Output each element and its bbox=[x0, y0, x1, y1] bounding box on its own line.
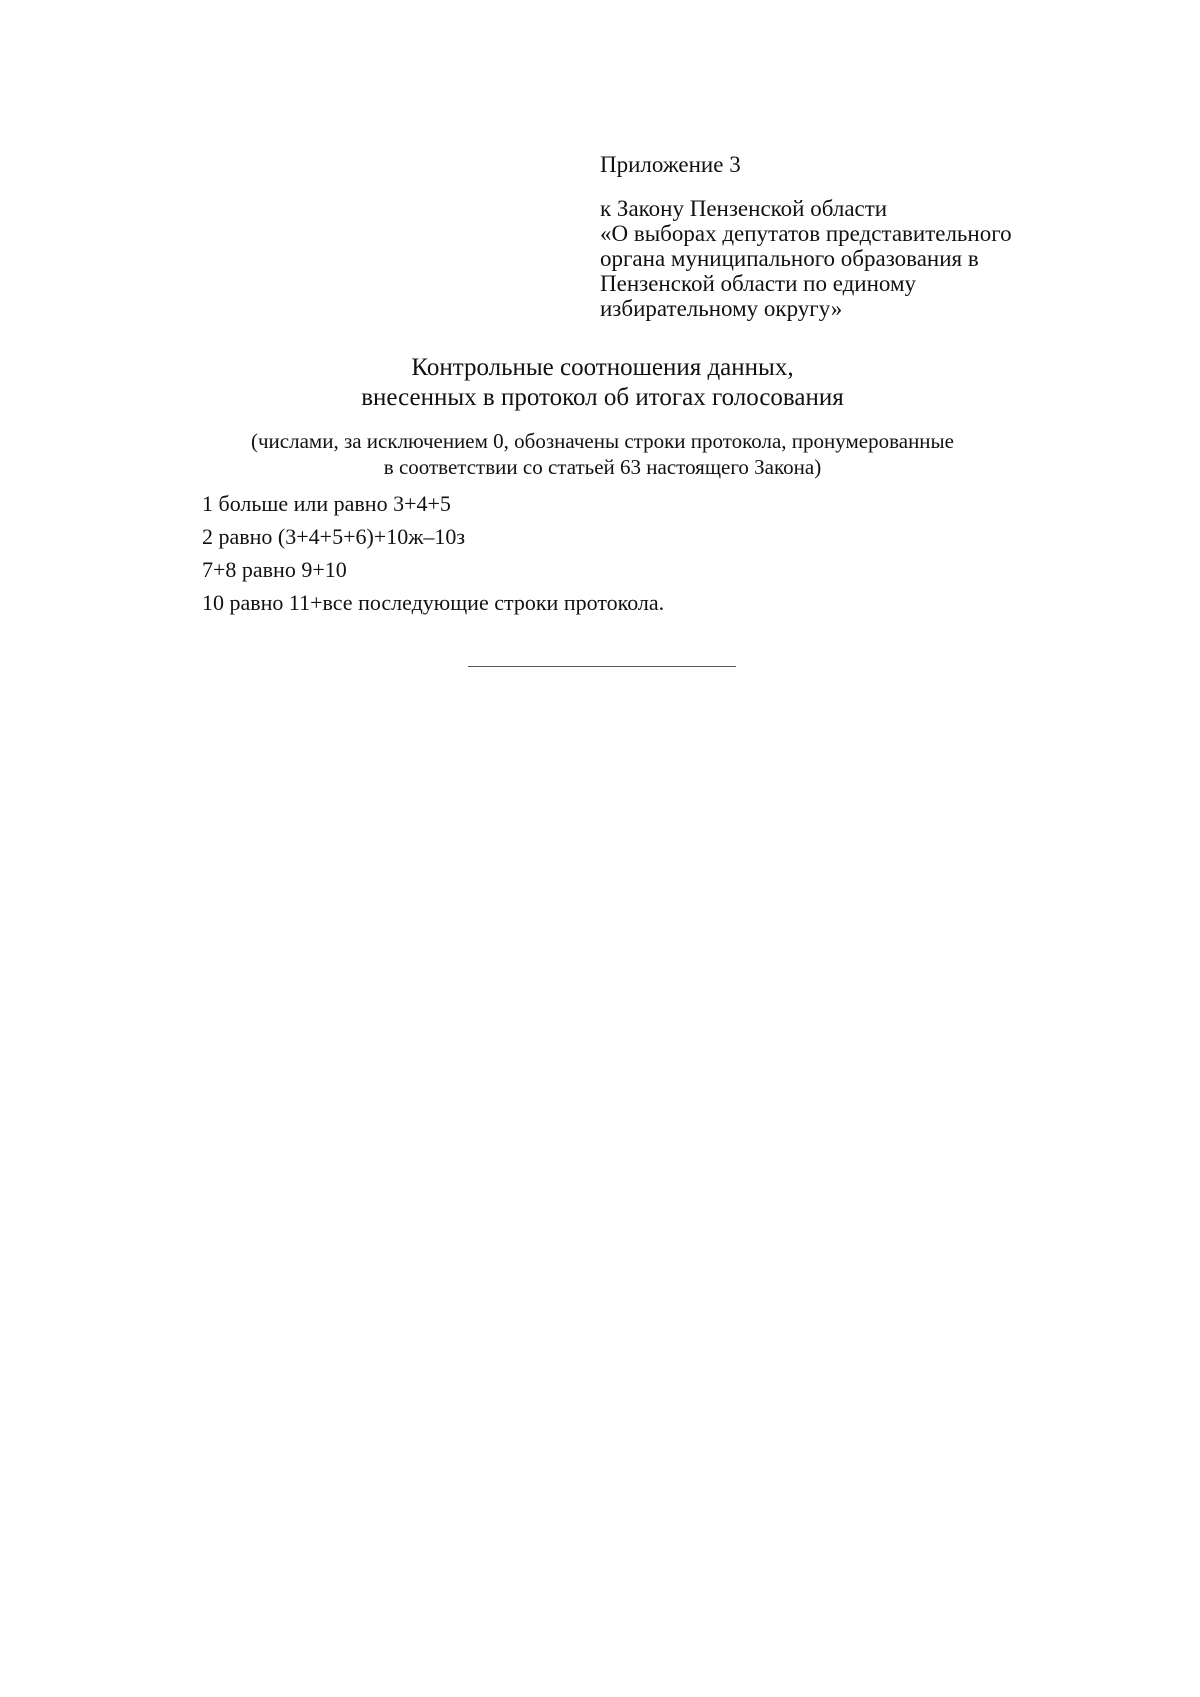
note-line: (числами, за исключением 0, обозначены строки протокола, пронумерованные bbox=[251, 429, 954, 453]
control-relation: 7+8 равно 9+10 bbox=[202, 557, 347, 582]
annex-label: Приложение 3 bbox=[600, 152, 741, 177]
document-note bbox=[150, 428, 1055, 480]
control-relations-list bbox=[202, 492, 1062, 624]
end-separator-line bbox=[468, 666, 736, 667]
title-line: Контрольные соотношения данных, bbox=[411, 354, 794, 381]
note-line: в соответствии со статьей 63 настоящего Закона) bbox=[383, 455, 822, 479]
title-line: внесенных в протокол об итогах голосования bbox=[361, 384, 844, 411]
annex-reference-line: органа муниципального образования в bbox=[600, 246, 979, 271]
annex-reference-line: «О выборах депутатов представительного bbox=[600, 221, 1012, 246]
annex-reference-line: Пензенской области по единому bbox=[600, 271, 917, 296]
annex-reference-line: избирательному округу» bbox=[600, 296, 843, 321]
annex-header bbox=[600, 152, 1080, 321]
annex-reference-line: к Закону Пензенской области bbox=[600, 196, 888, 221]
control-relation: 1 больше или равно 3+4+5 bbox=[202, 491, 451, 516]
document-title bbox=[200, 353, 1005, 413]
annex-reference bbox=[600, 196, 1080, 321]
control-relation: 2 равно (3+4+5+6)+10ж–10з bbox=[202, 524, 466, 549]
control-relation: 10 равно 11+все последующие строки протокола. bbox=[202, 590, 665, 615]
